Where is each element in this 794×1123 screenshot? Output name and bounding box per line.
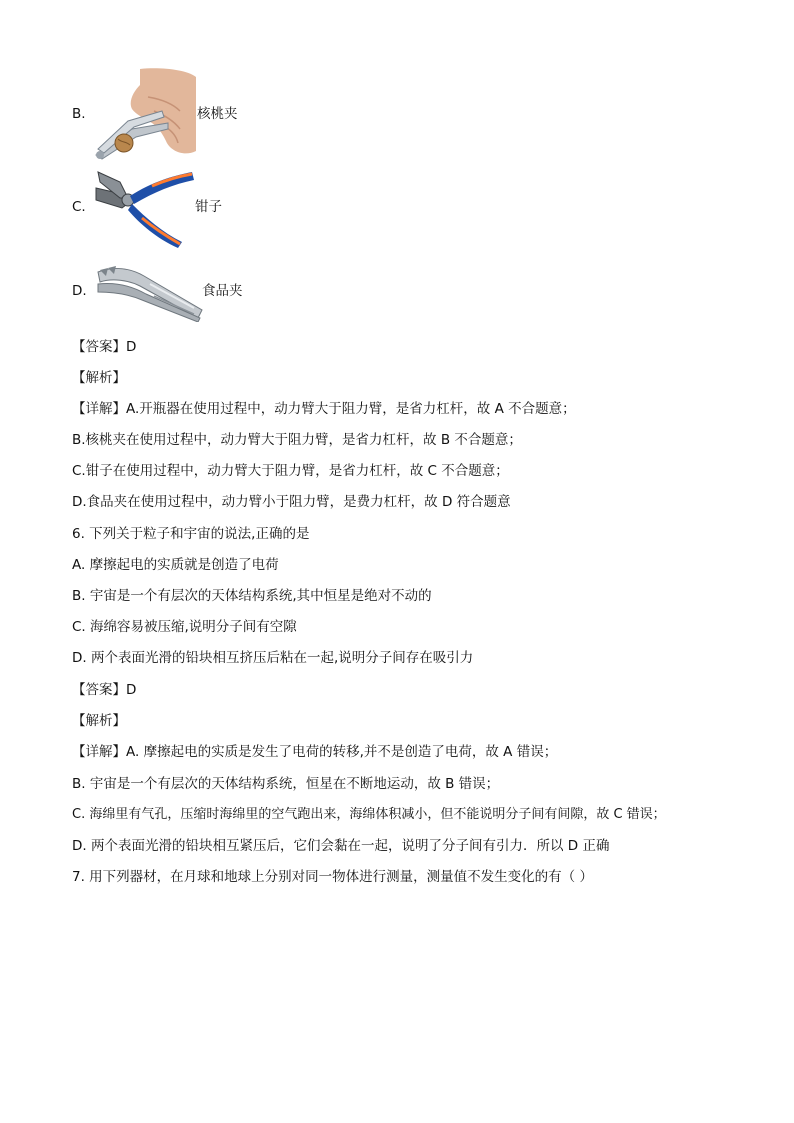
q6-answer: 【答案】D <box>72 682 137 698</box>
q5-analysis-heading: 【解析】 <box>72 370 126 386</box>
food-tongs-icon <box>94 262 204 322</box>
q5-answer: 【答案】D <box>72 339 137 355</box>
option-b-label: B. <box>72 106 86 122</box>
q6-detail-b: B. 宇宙是一个有层次的天体结构系统，恒星在不断地运动，故 B 错误； <box>72 776 500 792</box>
q6-detail-d: D. 两个表面光滑的铅块相互紧压后，它们会黏在一起，说明了分子间有引力．所以 D 正确 <box>72 838 610 854</box>
q5-detail-b: B.核桃夹在使用过程中，动力臂大于阻力臂，是省力杠杆，故 B 不合题意； <box>72 432 522 448</box>
q6-option-a: A. 摩擦起电的实质就是创造了电荷 <box>72 557 279 573</box>
pliers-icon <box>92 168 196 248</box>
q6-question: 6. 下列关于粒子和宇宙的说法,正确的是 <box>72 526 310 542</box>
option-c-caption: 钳子 <box>195 199 222 215</box>
q6-detail-c: C. 海绵里有气孔，压缩时海绵里的空气跑出来，海绵体积减小，但不能说明分子间有间隙，故 C 错误； <box>72 807 666 822</box>
option-c-label: C. <box>72 199 86 215</box>
option-d-label: D. <box>72 283 87 299</box>
q6-option-d: D. 两个表面光滑的铅块相互挤压后粘在一起,说明分子间存在吸引力 <box>72 650 474 666</box>
nutcracker-icon <box>88 67 200 163</box>
q5-detail-c: C.钳子在使用过程中，动力臂大于阻力臂，是省力杠杆，故 C 不合题意； <box>72 463 509 479</box>
q5-detail-d: D.食品夹在使用过程中，动力臂小于阻力臂，是费力杠杆，故 D 符合题意 <box>72 494 511 510</box>
q6-analysis-heading: 【解析】 <box>72 713 126 729</box>
option-b-caption: 核桃夹 <box>197 106 238 122</box>
q5-detail-a: 【详解】A.开瓶器在使用过程中，动力臂大于阻力臂，是省力杠杆，故 A 不合题意； <box>72 401 576 417</box>
q6-option-b: B. 宇宙是一个有层次的天体结构系统,其中恒星是绝对不动的 <box>72 588 432 604</box>
option-d-caption: 食品夹 <box>202 283 243 299</box>
q6-option-c: C. 海绵容易被压缩,说明分子间有空隙 <box>72 619 297 635</box>
q7-question: 7. 用下列器材，在月球和地球上分别对同一物体进行测量，测量值不发生变化的有（ ） <box>72 869 593 885</box>
q6-detail-a: 【详解】A. 摩擦起电的实质是发生了电荷的转移,并不是创造了电荷，故 A 错误； <box>72 744 558 760</box>
